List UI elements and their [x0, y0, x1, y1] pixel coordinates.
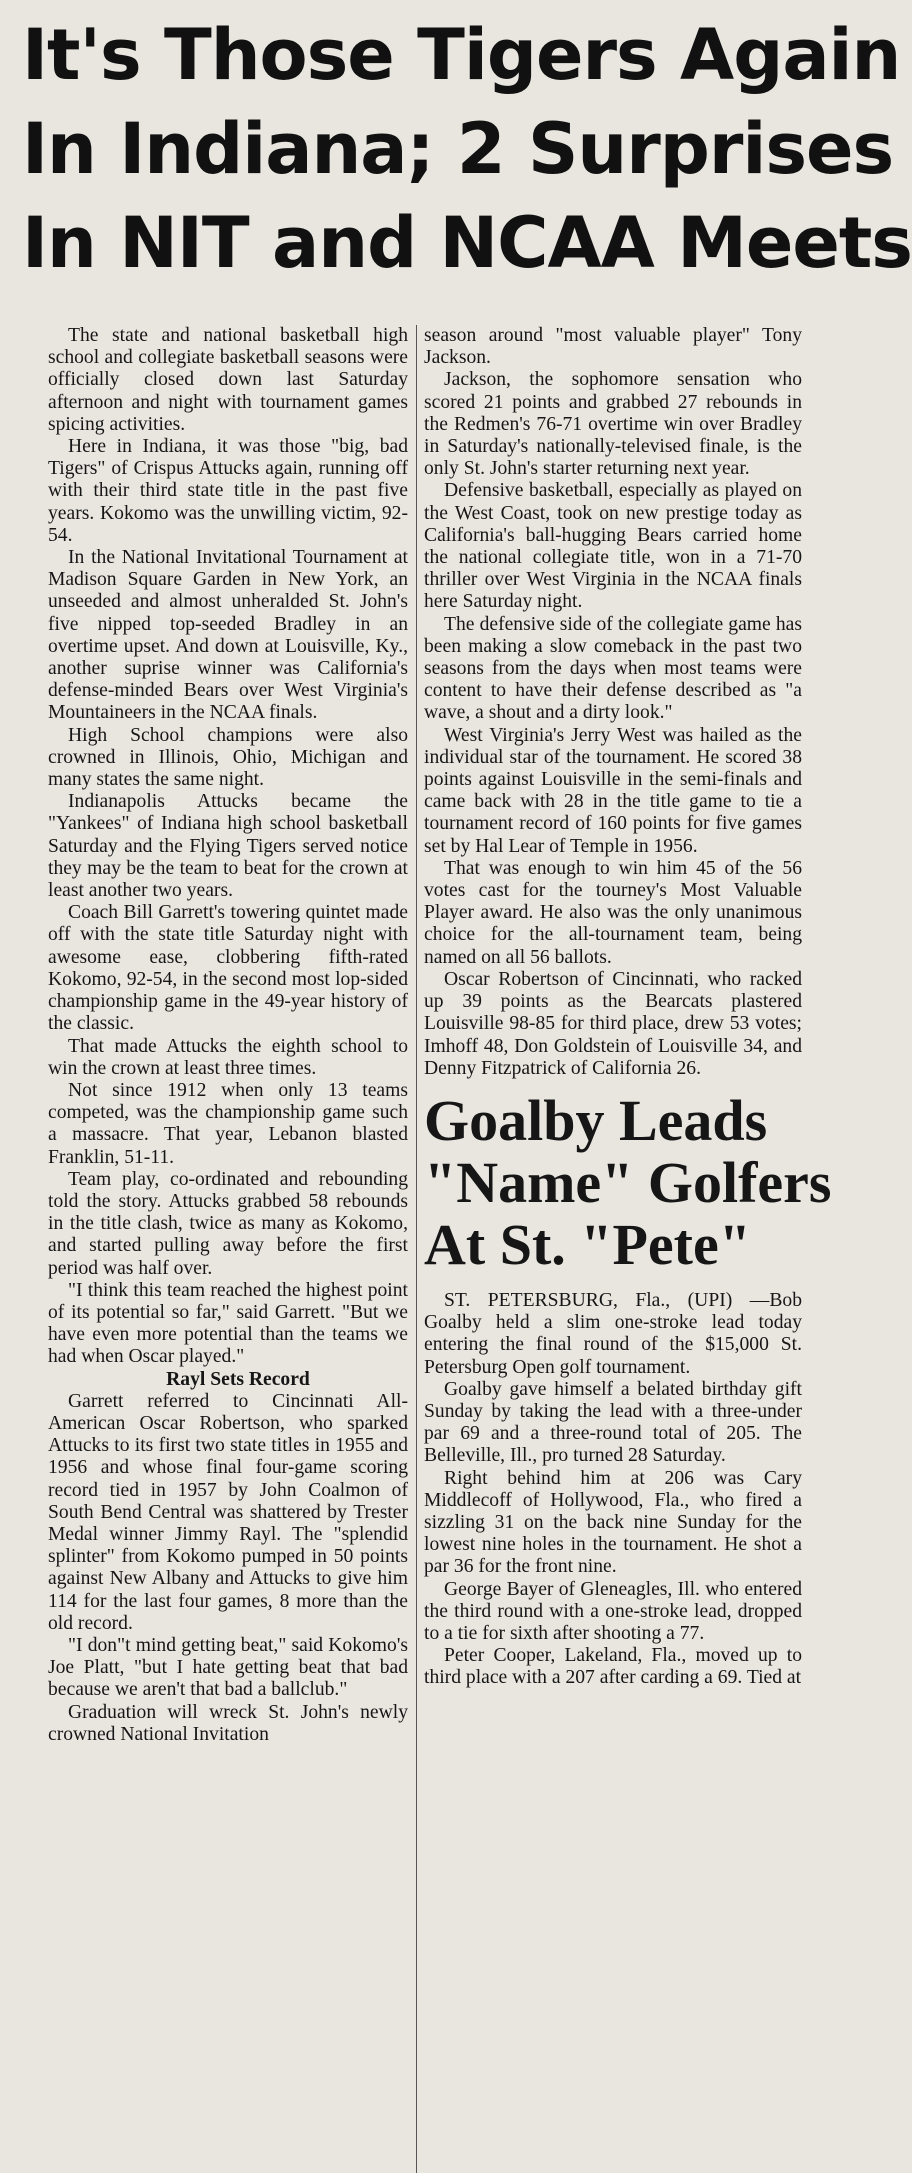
article-paragraph: Here in Indiana, it was those "big, bad Tigers" of Crispus Attucks again, running off with their third state title in the past five years. Kokomo was the unwilling victim, 92-54. [48, 436, 408, 546]
golf-headline [424, 1087, 832, 1277]
article-paragraph: That was enough to win him 45 of the 56 votes cast for the tourney's Most Valuable Player award. He also was the only unanimous choice for the all-tournament team, being named on all 56 ballots. [424, 857, 802, 968]
article-paragraph: Team play, co-ordinated and rebounding told the story. Attucks grabbed 58 rebounds in the title clash, twice as many as Kokomo, and started pulling away before the first period was half over. [48, 1168, 408, 1279]
article-paragraph: High School champions were also crowned in Illinois, Ohio, Michigan and many states the same night. [48, 724, 408, 791]
golf-paragraph: Goalby gave himself a belated birthday gift Sunday by taking the lead with a three-under par 69 and a three-round total of 205. The Belleville, Ill., pro turned 28 Saturday. [424, 1378, 802, 1467]
article-paragraph: In the National Invitational Tournament at Madison Square Garden in New York, an unseeded and almost unheralded St. John's five nipped top-seeded Bradley in an overtime upset. And down at Louisville, Ky., another suprise winner was California's defense-minded Bears over West Virginia's Mountaineers in the NCAA finals. [48, 547, 408, 724]
golf-paragraph: Peter Cooper, Lakeland, Fla., moved up to third place with a 207 after carding a 69. Tied at [424, 1645, 802, 1689]
article-paragraph: Defensive basketball, especially as played on the West Coast, took on new prestige today as California's ball-hugging Bears carried home the national collegiate title, won in a 71-70 thriller over West Virginia in the NCAA finals here Saturday night. [424, 480, 802, 613]
column-divider [416, 325, 417, 2173]
headline-line-2: In Indiana; 2 Surprises [22, 108, 894, 190]
golf-paragraph: ST. PETERSBURG, Fla., (UPI) —Bob Goalby held a slim one-stroke lead today entering the final round of the $15,000 St. Petersburg Open golf tournament. [424, 1289, 802, 1378]
article-paragraph: The defensive side of the collegiate game has been making a slow comeback in the past two seasons from the days when most teams were content to have their defense described as "a wave, a shout and a dirty look." [424, 613, 802, 724]
headline-line-3: In NIT and NCAA Meets [22, 202, 912, 284]
article-paragraph: "I think this team reached the highest point of its potential so far," said Garrett. "But we have even more potential than the teams we had when Oscar played." [48, 1279, 408, 1368]
golf-paragraph: Right behind him at 206 was Cary Middlecoff of Hollywood, Fla., who fired a sizzling 31 on the back nine Sunday for the lowest nine holes in the tournament. He shot a par 36 for the front nine. [424, 1467, 802, 1578]
article-paragraph: Graduation will wreck St. John's newly crowned National Invitation [48, 1701, 408, 1745]
article-paragraph: The state and national basketball high school and collegiate basketball seasons were officially closed down last Saturday afternoon and night with tournament games spicing activities. [48, 325, 408, 435]
golf-headline-line-2: "Name" Golfers [424, 1149, 832, 1215]
article-paragraph: Jackson, the sophomore sensation who scored 21 points and grabbed 27 rebounds in the Redmen's 76-71 overtime win over Bradley in Saturday's nationally-televised finale, is the only St. John's starter returning next year. [424, 369, 802, 480]
right-column [424, 325, 832, 1690]
article-paragraph: Oscar Robertson of Cincinnati, who racked up 39 points as the Bearcats plastered Louisville 98-85 for third place, drew 53 votes; Imhoff 48, Don Goldstein of Louisville 34, and Denny Fitzpatrick of California 26. [424, 968, 802, 1079]
article-paragraph: Garrett referred to Cincinnati All-American Oscar Robertson, who sparked Attucks to its first two state titles in 1955 and 1956 and whose final four-game scoring record tied in 1957 by John Coalmon of South Bend Central was shattered by Trester Medal winner Jimmy Rayl. The "splendid splinter" from Kokomo pumped in 50 points against New Albany and Attucks to give him 114 for the last four games, 8 more than the old record. [48, 1390, 408, 1634]
headline-line-1: It's Those Tigers Again [22, 14, 901, 96]
golf-headline-line-3: At St. "Pete" [424, 1211, 751, 1277]
article-paragraph: Indianapolis Attucks became the "Yankees" of Indiana high school basketball Saturday and the Flying Tigers served notice they may be the team to beat for the crown at least another two years. [48, 791, 408, 902]
subhead-rayl-sets-record: Rayl Sets Record [166, 1368, 310, 1390]
left-column [48, 325, 408, 1746]
article-paragraph: That made Attucks the eighth school to win the crown at least three times. [48, 1035, 408, 1079]
article-paragraph: Coach Bill Garrett's towering quintet made off with the state title Saturday night with awesome ease, clobbering fifth-rated Kokomo, 92-54, in the second most lop-sided championship game in the 49-year history of the classic. [48, 902, 408, 1035]
article-paragraph: Not since 1912 when only 13 teams competed, was the championship game such a massacre. That year, Lebanon blasted Franklin, 51-11. [48, 1079, 408, 1168]
article-paragraph: "I don"t mind getting beat," said Kokomo's Joe Platt, "but I hate getting beat that bad because we aren't that bad a ballclub." [48, 1634, 408, 1701]
article-paragraph-continued: season around "most valuable player" Tony Jackson. [424, 325, 802, 369]
golf-headline-line-1: Goalby Leads [424, 1087, 768, 1153]
golf-paragraph: George Bayer of Gleneagles, Ill. who entered the third round with a one-stroke lead, dropped to a tie for sixth after shooting a 77. [424, 1578, 802, 1644]
article-paragraph: West Virginia's Jerry West was hailed as the individual star of the tournament. He scored 38 points against Louisville in the semi-finals and came back with 28 in the title game to tie a tournament record of 160 points for five games set by Hal Lear of Temple in 1956. [424, 724, 802, 857]
main-headline [22, 8, 912, 290]
